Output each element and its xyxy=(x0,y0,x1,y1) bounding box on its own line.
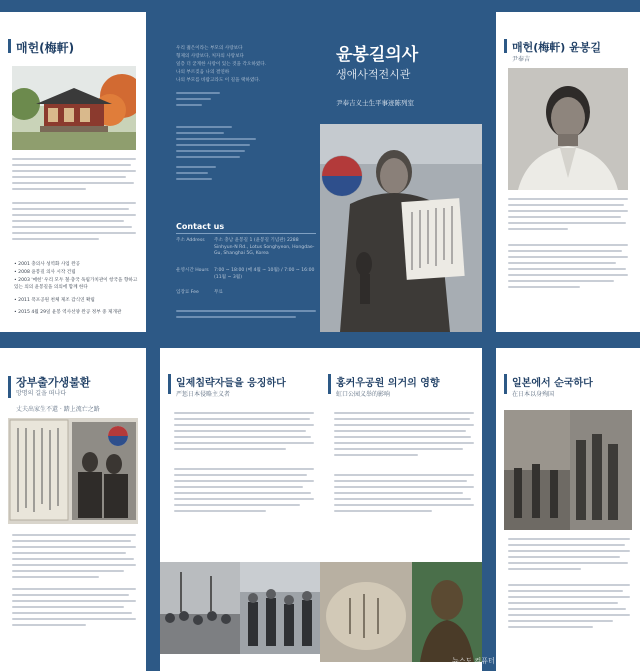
poem-line: 나의 부모를 바랍고라도 이 길을 택하였다. xyxy=(176,78,261,83)
panel-subtitle: 虹口公园义举的影响 xyxy=(336,391,391,398)
cover-header-bg xyxy=(320,0,482,130)
panel-yun-bong-gil xyxy=(496,12,640,332)
panel-martyrdom xyxy=(496,348,640,671)
body-text xyxy=(508,538,630,574)
pavilion-photo xyxy=(12,66,136,150)
title-bar xyxy=(168,374,171,394)
poem-signature xyxy=(176,92,220,110)
panel-exile xyxy=(0,348,146,671)
poem-line: 나의 부르짖음 나의 결연하 xyxy=(176,70,230,75)
title-bar xyxy=(328,374,331,394)
poem-text-2 xyxy=(176,126,256,162)
body-text-2 xyxy=(508,584,630,632)
panel-title: 일제침략자들을 응징하다 xyxy=(176,378,286,389)
footer-text xyxy=(176,310,316,322)
body-text-2 xyxy=(174,468,314,516)
timeline-item: • 2011 폭포공원 천체 제조 감식연 확립 xyxy=(14,298,95,303)
body-text-2 xyxy=(12,588,136,630)
panel-subtitle: 망명의 길을 떠나다 xyxy=(16,390,67,397)
panel-title: 일본에서 순국하다 xyxy=(512,378,593,389)
letters-photo xyxy=(8,418,138,524)
panel-title: 홍커우공원 의거의 영향 xyxy=(336,378,440,389)
title-bar xyxy=(8,376,11,398)
panel-subtitle-cn: 丈夫出家生不還 · 踏上流亡之路 xyxy=(16,406,100,413)
contact-key: 입장료 Fee xyxy=(176,290,199,295)
panel-subtitle: 尹奉吉 xyxy=(512,56,531,63)
panel-cover xyxy=(320,0,482,332)
body-text-2 xyxy=(12,202,136,244)
body-text-2 xyxy=(334,474,474,516)
cover-title: 윤봉길의사 xyxy=(336,45,419,65)
poem-text-3 xyxy=(176,166,216,184)
panel-contact xyxy=(160,0,320,332)
panel-hongkou xyxy=(320,348,482,671)
timeline-item: • 2015 4월 29일 윤봉 역사선양 완공 정부 중 제개관 xyxy=(14,310,122,315)
contact-key: 운영시간 Hours xyxy=(176,268,209,273)
body-text-2 xyxy=(508,244,628,292)
cover-portrait-photo xyxy=(320,124,482,332)
body-text xyxy=(12,534,136,582)
divider xyxy=(176,233,316,234)
title-bar xyxy=(504,374,507,394)
execution-site-photo xyxy=(504,410,570,530)
timeline-item: • 2003 '매헌' 우리 모두 철·충국 독립가치관이 항국을 향하고 있는 의의 윤봉길을 의의에 함께 한다 xyxy=(14,278,138,290)
timeline-item: • 2008 윤봉길 의사 시작 건립 xyxy=(14,270,76,275)
bust-statue-photo xyxy=(412,562,482,662)
body-text xyxy=(508,198,628,234)
monument-rock-photo xyxy=(320,562,412,662)
poem-line: 형제의 사랑보다, 처자의 사랑보다 xyxy=(176,54,244,59)
ceremony-photo xyxy=(240,562,320,654)
timeline-item: • 2001 충의사 성역화 사업 완공 xyxy=(14,262,81,267)
contact-value: 7:00 ~ 18:00 (매 4월 ~ 10월) / 7:00 ~ 16:00 (11월 ~ 3월) xyxy=(214,268,315,280)
contact-value: 무료 xyxy=(214,290,223,295)
body-text xyxy=(334,412,474,460)
panel-subtitle: 严惩日本侵略主义者 xyxy=(176,391,231,398)
panel-subtitle: 在日本以身殉国 xyxy=(512,391,555,398)
remains-photo xyxy=(570,410,632,530)
watermark: 뉴스도 컴퓨터 입고인 뉴스가 보인다 xyxy=(452,657,563,665)
cover-hanja: 尹奉吉义士生平事迹陈列室 xyxy=(336,99,414,107)
poem-line: 우리 젊은이라는 부모의 사랑보다 xyxy=(176,46,243,51)
panel-maeheon-history xyxy=(0,12,146,332)
poem-line: 일층 더 굳게한 사랑이 있는 것을 각오하였다. xyxy=(176,62,267,67)
title-bar xyxy=(8,39,11,53)
body-text xyxy=(174,412,314,454)
panel-title: 매헌(梅軒) xyxy=(16,41,75,55)
panel-title: 매헌(梅軒) 윤봉길 xyxy=(512,41,602,54)
title-bar xyxy=(504,39,507,53)
portrait-photo xyxy=(508,68,628,190)
panel-punish xyxy=(160,348,320,671)
panel-title: 장부출가생불환 xyxy=(16,376,91,389)
contact-value: 주소 충남 윤봉길 1 (윤봉길 기념관) 2288 Sinhyun-N Rd., Lotus Songhyeon, Hongdae-Gu, Shanghai 5G, Korea xyxy=(214,238,315,257)
contact-key: 주소 Address xyxy=(176,238,205,243)
contact-title: Contact us xyxy=(176,222,225,231)
crowd-photo xyxy=(160,562,240,654)
cover-subtitle: 생애사적전시관 xyxy=(336,68,411,81)
body-text xyxy=(12,158,136,194)
